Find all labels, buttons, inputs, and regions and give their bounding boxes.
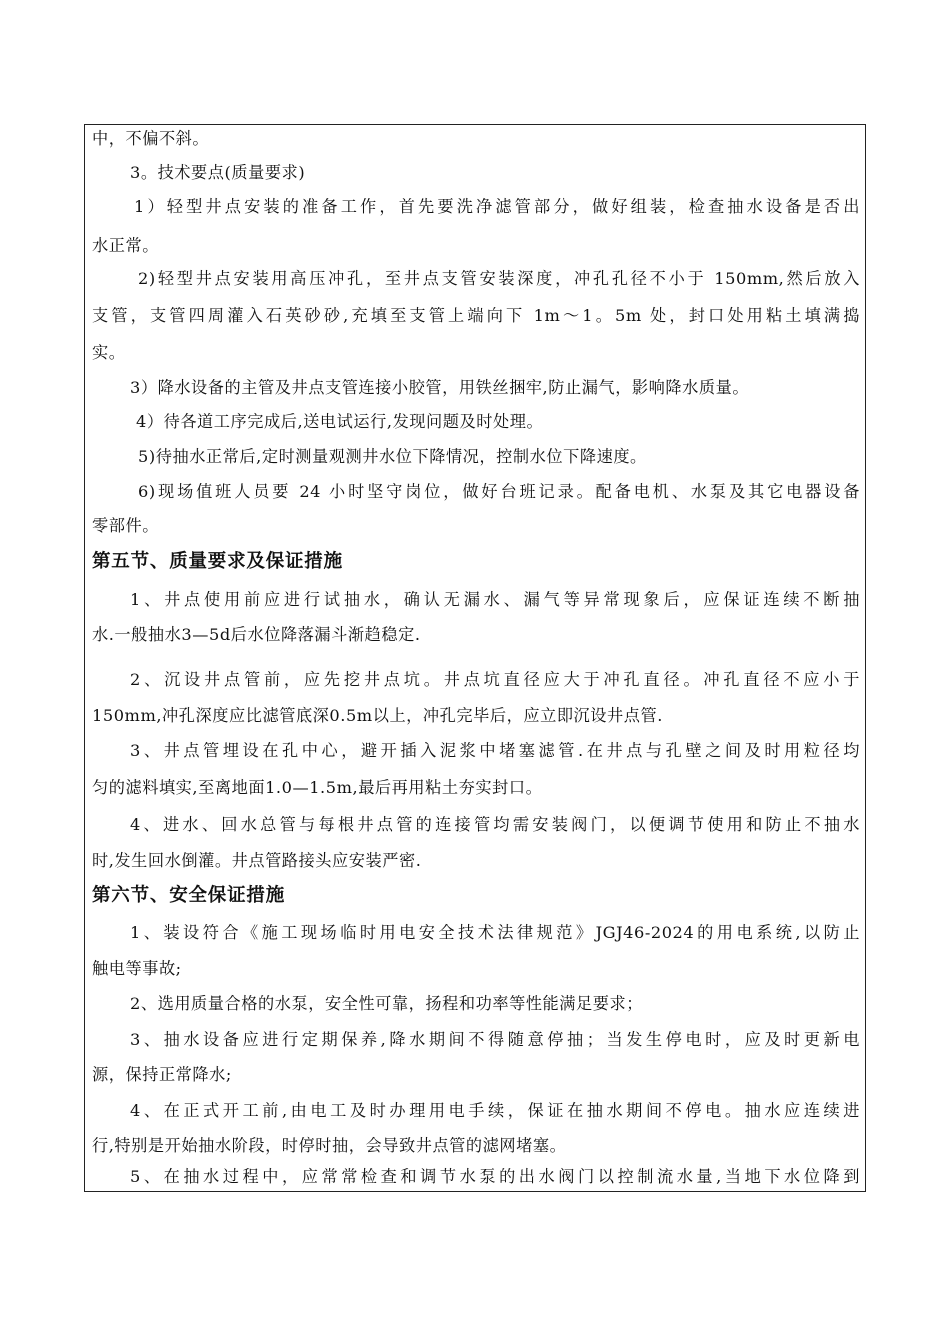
- text-line: 2)轻型井点安装用高压冲孔，至井点支管安装深度，冲孔孔径不小于 150mm,然后放入: [138, 269, 860, 288]
- text-line: 150mm,冲孔深度应比滤管底深0.5m以上，冲孔完毕后，应立即沉设井点管.: [92, 706, 663, 725]
- section-heading: 第五节、质量要求及保证措施: [92, 551, 343, 572]
- text-line: 4、在正式开工前,由电工及时办理用电手续，保证在抽水期间不停电。抽水应连续进: [130, 1101, 860, 1120]
- text-line: 4）待各道工序完成后,送电试运行,发现问题及时处理。: [136, 412, 544, 431]
- section-heading: 第六节、安全保证措施: [92, 885, 286, 906]
- text-line: 5)待抽水正常后,定时测量观测井水位下降情况，控制水位下降速度。: [138, 447, 647, 466]
- text-line: 匀的滤料填实,至离地面1.0—1.5m,最后再用粘土夯实封口。: [92, 778, 543, 797]
- text-line: 支管，支管四周灌入石英砂砂,充填至支管上端向下 1m～1。5m 处，封口处用粘土填满捣: [92, 306, 860, 325]
- text-line: 3）降水设备的主管及井点支管连接小胶管，用铁丝捆牢,防止漏气，影响降水质量。: [130, 378, 750, 397]
- text-line: 中，不偏不斜。: [92, 129, 210, 148]
- text-line: 2、沉设井点管前，应先挖井点坑。井点坑直径应大于冲孔直径。冲孔直径不应小于: [130, 670, 860, 689]
- text-line: 3、抽水设备应进行定期保养,降水期间不得随意停抽；当发生停电时，应及时更新电: [130, 1030, 860, 1049]
- text-line: 3、井点管埋设在孔中心，避开插入泥浆中堵塞滤管.在井点与孔壁之间及时用粒径均: [130, 741, 860, 760]
- text-line: 4、进水、回水总管与每根井点管的连接管均需安装阀门，以便调节使用和防止不抽水: [130, 815, 860, 834]
- text-line: 触电等事故;: [92, 959, 182, 978]
- text-line: 6)现场值班人员要 24 小时坚守岗位，做好台班记录。配备电机、水泵及其它电器设备: [138, 482, 860, 501]
- text-line: 零部件。: [92, 516, 159, 535]
- text-line: 3。技术要点(质量要求): [130, 163, 306, 182]
- text-line: 2、选用质量合格的水泵，安全性可靠，扬程和功率等性能满足要求；: [130, 994, 643, 1013]
- text-line: 行,特别是开始抽水阶段，时停时抽，会导致井点管的滤网堵塞。: [92, 1136, 567, 1155]
- text-line: 1、井点使用前应进行试抽水，确认无漏水、漏气等异常现象后，应保证连续不断抽: [130, 590, 860, 609]
- text-line: 5、在抽水过程中，应常常检查和调节水泵的出水阀门以控制流水量,当地下水位降到: [130, 1167, 860, 1186]
- text-line: 水.一般抽水3—5d后水位降落漏斗渐趋稳定.: [92, 625, 421, 644]
- text-line: 时,发生回水倒灌。井点管路接头应安装严密.: [92, 851, 422, 870]
- text-line: 1、装设符合《施工现场临时用电安全技术法律规范》JGJ46-2024的用电系统,以防止: [130, 923, 860, 942]
- text-line: 1）轻型井点安装的准备工作，首先要洗净滤管部分，做好组装，检查抽水设备是否出: [134, 197, 860, 216]
- text-line: 水正常。: [92, 236, 159, 255]
- text-line: 源，保持正常降水;: [92, 1065, 232, 1084]
- text-line: 实。: [92, 343, 126, 362]
